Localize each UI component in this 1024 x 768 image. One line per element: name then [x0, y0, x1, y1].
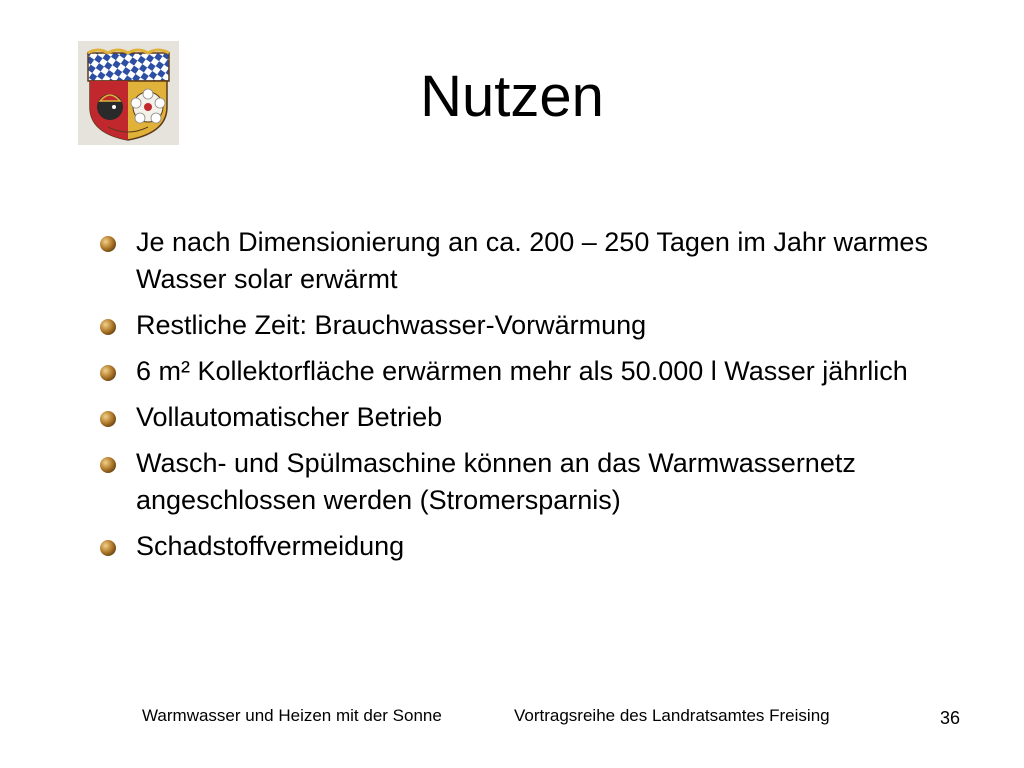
bullet-sphere-icon	[98, 409, 118, 429]
page-number: 36	[940, 708, 961, 728]
bullet-text: Wasch- und Spülmaschine können an das Warmwassernetz angeschlossen werden (Stromersparnis)	[136, 448, 856, 515]
bullet-text: Restliche Zeit: Brauchwasser-Vorwärmung	[136, 310, 647, 340]
bullet-sphere-icon	[98, 455, 118, 475]
bullet-list	[96, 224, 996, 574]
bullet-sphere-icon	[98, 234, 118, 254]
footer-series-name: Vortragsreihe des Landratsamtes Freising	[514, 706, 830, 725]
bullet-item	[96, 307, 996, 344]
bullet-item	[96, 353, 996, 390]
slide-title: Nutzen	[420, 64, 604, 129]
bullet-item	[96, 528, 996, 565]
bullet-text: Je nach Dimensionierung an ca. 200 – 250 Tagen im Jahr warmes Wasser solar erwärmt	[136, 227, 928, 294]
bullet-item	[96, 224, 996, 298]
bullet-text: Schadstoffvermeidung	[136, 531, 405, 561]
bullet-item	[96, 445, 996, 519]
bullet-sphere-icon	[98, 538, 118, 558]
bullet-text: Vollautomatischer Betrieb	[136, 402, 443, 432]
bullet-sphere-icon	[98, 363, 118, 383]
bullet-text: 6 m² Kollektorfläche erwärmen mehr als 50.000 l Wasser jährlich	[136, 356, 908, 386]
footer-presentation-title: Warmwasser und Heizen mit der Sonne	[142, 706, 442, 725]
bullet-item	[96, 399, 996, 436]
bullet-sphere-icon	[98, 317, 118, 337]
